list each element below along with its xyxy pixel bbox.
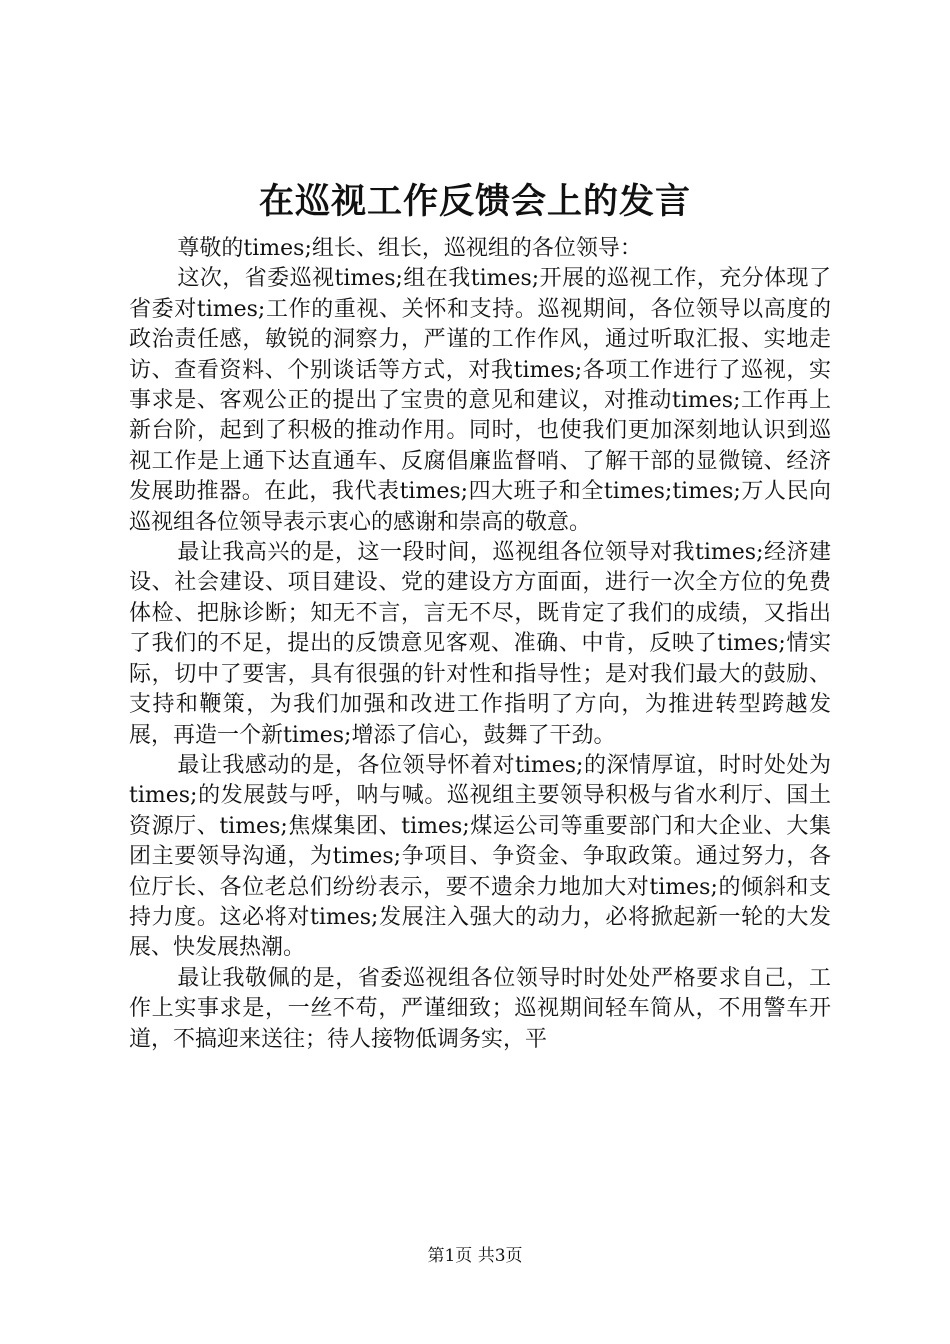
- body-paragraph: 最让我感动的是，各位领导怀着对times;的深情厚谊，时时处处为times;的发展鼓与呼，呐与喊。巡视组主要领导积极与省水利厅、国土资源厅、times;焦煤集团、times;煤运公司等重要部门和大企业、大集团主要领导沟通，为times;争项目、争资金、争取政策。通过努力，各位厅长、各位老总们纷纷表示，要不遗余力地加大对times;的倾斜和支持力度。这必将对times;发展注入强大的动力，必将掀起新一轮的大发展、快发展热潮。: [129, 752, 831, 961]
- body-paragraph: 这次，省委巡视times;组在我times;开展的巡视工作，充分体现了省委对times;工作的重视、关怀和支持。巡视期间，各位领导以高度的政治责任感，敏锐的洞察力，严谨的工作作风，通过听取汇报、实地走访、查看资料、个别谈话等方式，对我times;各项工作进行了巡视，实事求是、客观公正的提出了宝贵的意见和建议，对推动times;工作再上新台阶，起到了积极的推动作用。同时，也使我们更加深刻地认识到巡视工作是上通下达直通车、反腐倡廉监督哨、了解干部的显微镜、经济发展助推器。在此，我代表times;四大班子和全times;times;万人民向巡视组各位领导表示衷心的感谢和崇高的敬意。: [129, 266, 831, 535]
- document-body: [129, 234, 831, 1055]
- body-paragraph: 最让我敬佩的是，省委巡视组各位领导时时处处严格要求自己，工作上实事求是，一丝不苟，严谨细致；巡视期间轻车简从，不用警车开道，不搞迎来送往；待人接物低调务实，平: [129, 965, 831, 1052]
- document-title: 在巡视工作反馈会上的发言: [258, 181, 691, 222]
- salutation-paragraph: 尊敬的times;组长、组长，巡视组的各位领导：: [177, 236, 642, 261]
- body-paragraph: 最让我高兴的是，这一段时间，巡视组各位领导对我times;经济建设、社会建设、项目建设、党的建设方方面面，进行一次全方位的免费体检、把脉诊断；知无不言，言无不尽，既肯定了我们的成绩，又指出了我们的不足，提出的反馈意见客观、准确、中肯，反映了times;情实际，切中了要害，具有很强的针对性和指导性；是对我们最大的鼓励、支持和鞭策，为我们加强和改进工作指明了方向，为推进转型跨越发展，再造一个新times;增添了信心，鼓舞了干劲。: [129, 540, 831, 748]
- page-footer: 第1页 共3页: [427, 1246, 523, 1266]
